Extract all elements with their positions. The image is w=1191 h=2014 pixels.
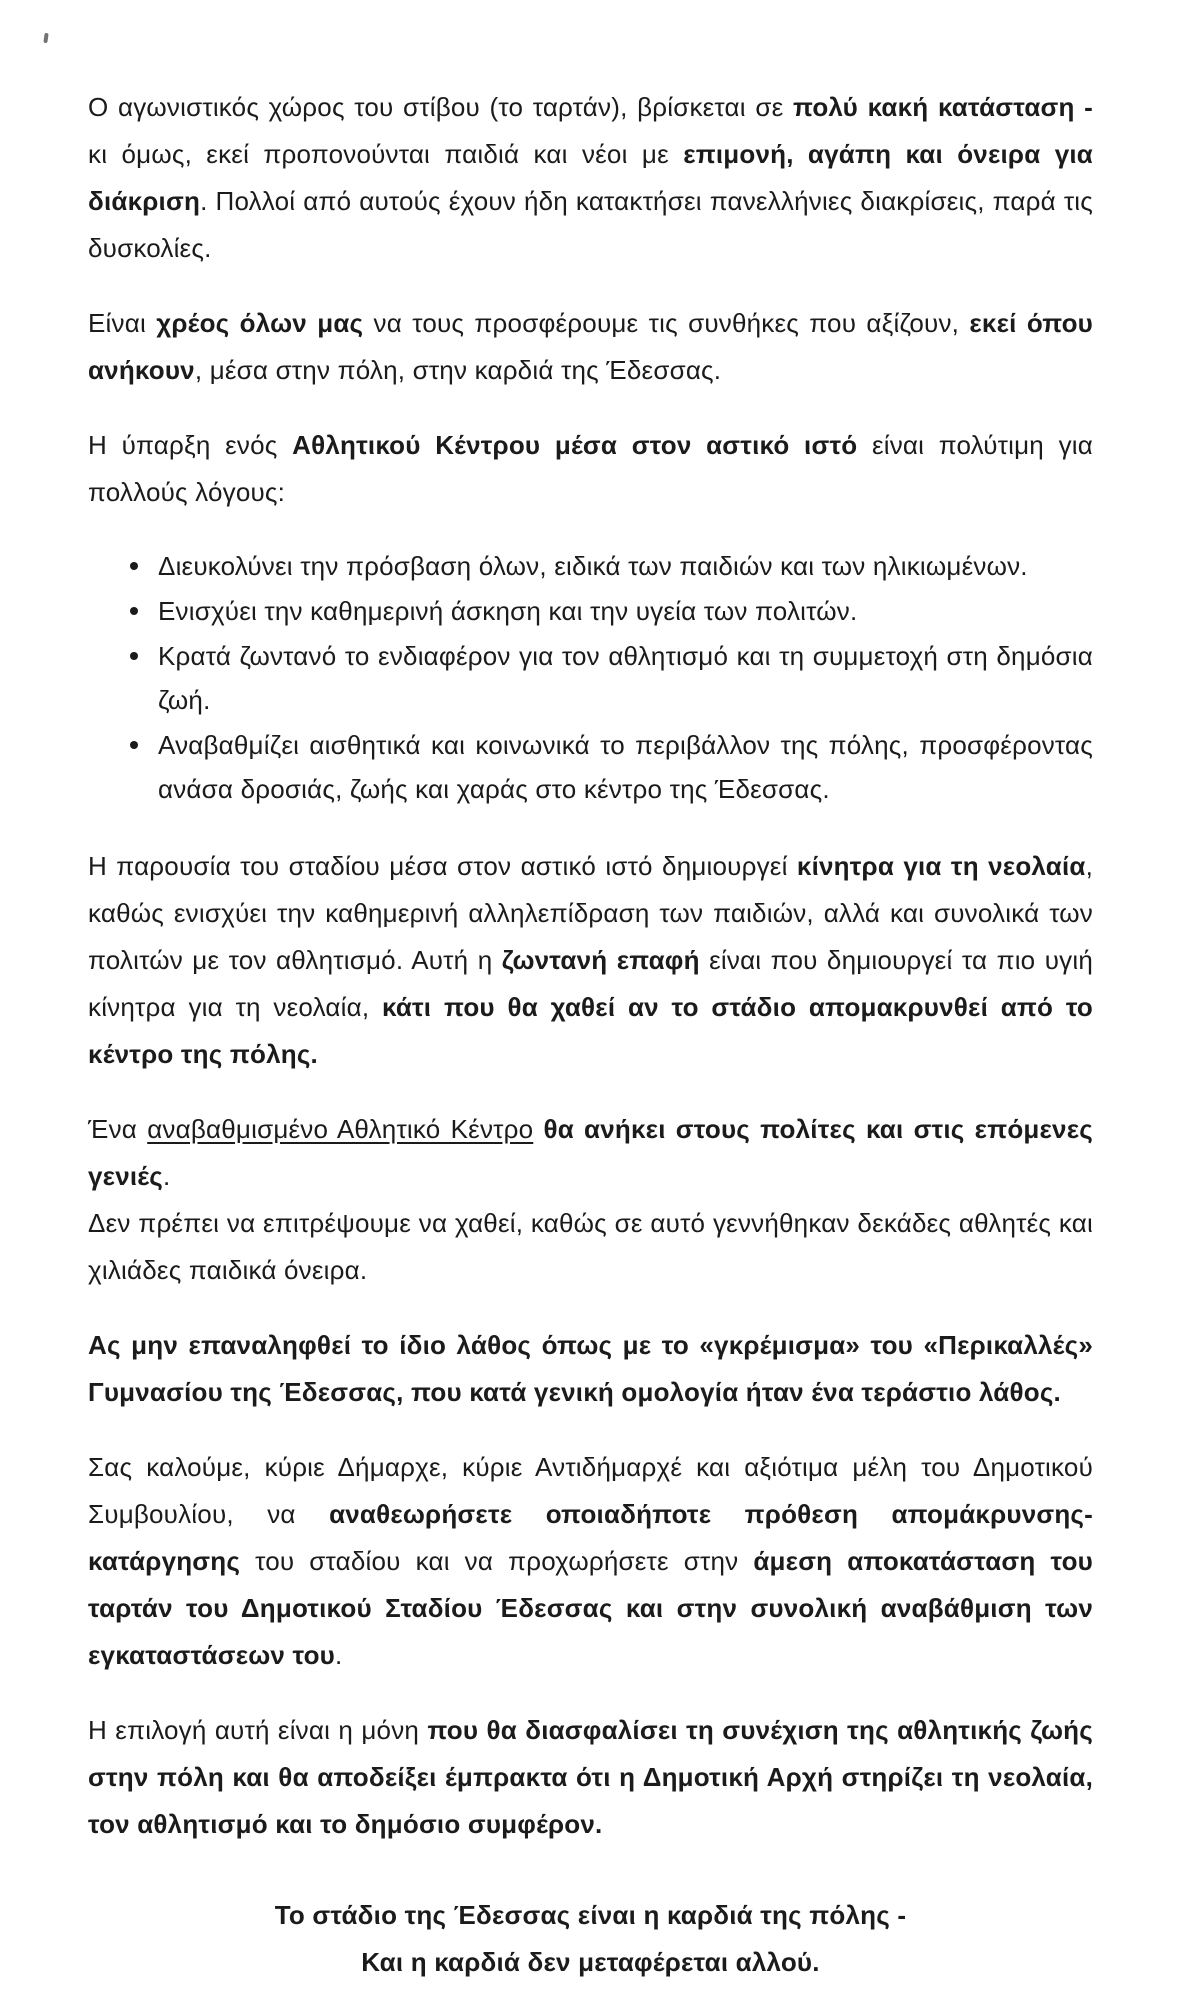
text-run: θα ανήκει στους πολίτες και στις επόμενες γενιές [88, 1114, 1093, 1191]
text-run: να τους προσφέρουμε τις συνθήκες που αξίζουν, [363, 308, 970, 338]
text-run: αναβαθμισμένο Αθλητικό Κέντρο [147, 1114, 534, 1144]
text-run: ζωντανή επαφή [501, 945, 700, 975]
text-run: Αθλητικού Κέντρου μέσα στον αστικό ιστό [292, 430, 858, 460]
scan-artifact-speck [43, 33, 48, 43]
text-run: Το στάδιο της Έδεσσας είναι η καρδιά της πόλης - [274, 1900, 907, 1930]
text-run: Και η καρδιά δεν μεταφέρεται αλλού. [361, 1947, 820, 1977]
text-run: άμεση αποκατάσταση του ταρτάν του Δημοτικού Σταδίου Έδεσσας και στην συνολική αναβάθμιση των εγκαταστάσεων του [88, 1546, 1093, 1670]
document-body [88, 84, 1093, 2014]
text-run: Η επιλογή αυτή είναι η μόνη [88, 1715, 428, 1745]
text-run [533, 1114, 543, 1144]
text-run: που θα διασφαλίσει τη συνέχιση της αθλητικής ζωής στην πόλη και θα αποδείξει έμπρακτα ότι η Δημοτική Αρχή στηρίζει τη νεολαία, τον αθλητισμό και το δημόσιο συμφέρον. [88, 1715, 1093, 1839]
text-run: κάτι που θα χαθεί αν το στάδιο απομακρυνθεί από το κέντρο της πόλης. [88, 992, 1093, 1069]
text-run: . [162, 1161, 171, 1191]
text-run: Σας καλούμε, κύριε Δήμαρχε, κύριε Αντιδήμαρχέ και αξιότιμα μέλη του Δημοτικού Συμβουλίου, να [88, 1452, 1093, 1529]
paragraph [88, 300, 1093, 394]
text-run: πολύ κακή κατάσταση - [792, 92, 1094, 122]
bullet-list [88, 544, 1093, 811]
text-run: του σταδίου και να προχωρήσετε στην [240, 1546, 754, 1576]
text-run: είναι πολύτιμη για πολλούς λόγους: [88, 430, 1093, 507]
text-run: . Πολλοί από αυτούς έχουν ήδη κατακτήσει πανελλήνιες διακρίσεις, παρά τις δυσκολίες. [88, 186, 1093, 263]
closing-statement [88, 1892, 1093, 1986]
bullet-item: Αναβαθμίζει αισθητικά και κοινωνικά το περιβάλλον της πόλης, προσφέροντας ανάσα δροσιάς, ζωής και χαράς στο κέντρο της Έδεσσας. [128, 723, 1093, 811]
text-run: Ένα [88, 1114, 148, 1144]
bullet-item: Διευκολύνει την πρόσβαση όλων, ειδικά των παιδιών και των ηλικιωμένων. [128, 544, 1093, 588]
paragraph [88, 1106, 1093, 1294]
text-run: Ας μην επαναληφθεί το ίδιο λάθος όπως με το «γκρέμισμα» του «Περικαλλές» Γυμνασίου της Έδεσσας, που κατά γενική ομολογία ήταν ένα τεράστιο λάθος. [88, 1330, 1093, 1407]
text-run: , καθώς ενισχύει την καθημερινή αλληλεπίδραση των παιδιών, αλλά και συνολικά των πολιτών με τον αθλητισμό. Αυτή η [88, 851, 1093, 975]
paragraph [88, 84, 1093, 272]
text-run: εκεί όπου ανήκουν [88, 308, 1093, 385]
text-run: Η παρουσία του σταδίου μέσα στον αστικό ιστό δημιουργεί [88, 851, 797, 881]
paragraph [88, 1444, 1093, 1679]
text-run: Ο αγωνιστικός χώρος του στίβου (το ταρτάν), βρίσκεται σε [88, 92, 793, 122]
text-run: . [335, 1640, 343, 1670]
text-run: Είναι [88, 308, 157, 338]
paragraph [88, 422, 1093, 516]
text-run: Δεν πρέπει να επιτρέψουμε να χαθεί, καθώς σε αυτό γεννήθηκαν δεκάδες αθλητές και χιλιάδες παιδικά όνειρα. [88, 1208, 1093, 1285]
text-run: Η ύπαρξη ενός [88, 430, 293, 460]
bullet-item: Ενισχύει την καθημερινή άσκηση και την υγεία των πολιτών. [128, 589, 1093, 633]
text-run: χρέος όλων μας [156, 308, 364, 338]
paragraph [88, 1322, 1093, 1416]
paragraph [88, 1707, 1093, 1848]
text-run: , μέσα στην πόλη, στην καρδιά της Έδεσσας. [194, 355, 722, 385]
paragraph [88, 843, 1093, 1078]
text-run: είναι που δημιουργεί τα πιο υγιή κίνητρα για τη νεολαία, [88, 945, 1093, 1022]
text-run: επιμονή, αγάπη και όνειρα για διάκριση [88, 139, 1093, 216]
text-run: κι όμως, εκεί προπονούνται παιδιά και νέοι με [88, 139, 684, 169]
text-run: κίνητρα για τη νεολαία [796, 851, 1086, 881]
text-run: αναθεωρήσετε οποιαδήποτε πρόθεση απομάκρυνσης-κατάργησης [88, 1499, 1094, 1576]
bullet-item: Κρατά ζωντανό το ενδιαφέρον για τον αθλητισμό και τη συμμετοχή στη δημόσια ζωή. [128, 634, 1093, 722]
